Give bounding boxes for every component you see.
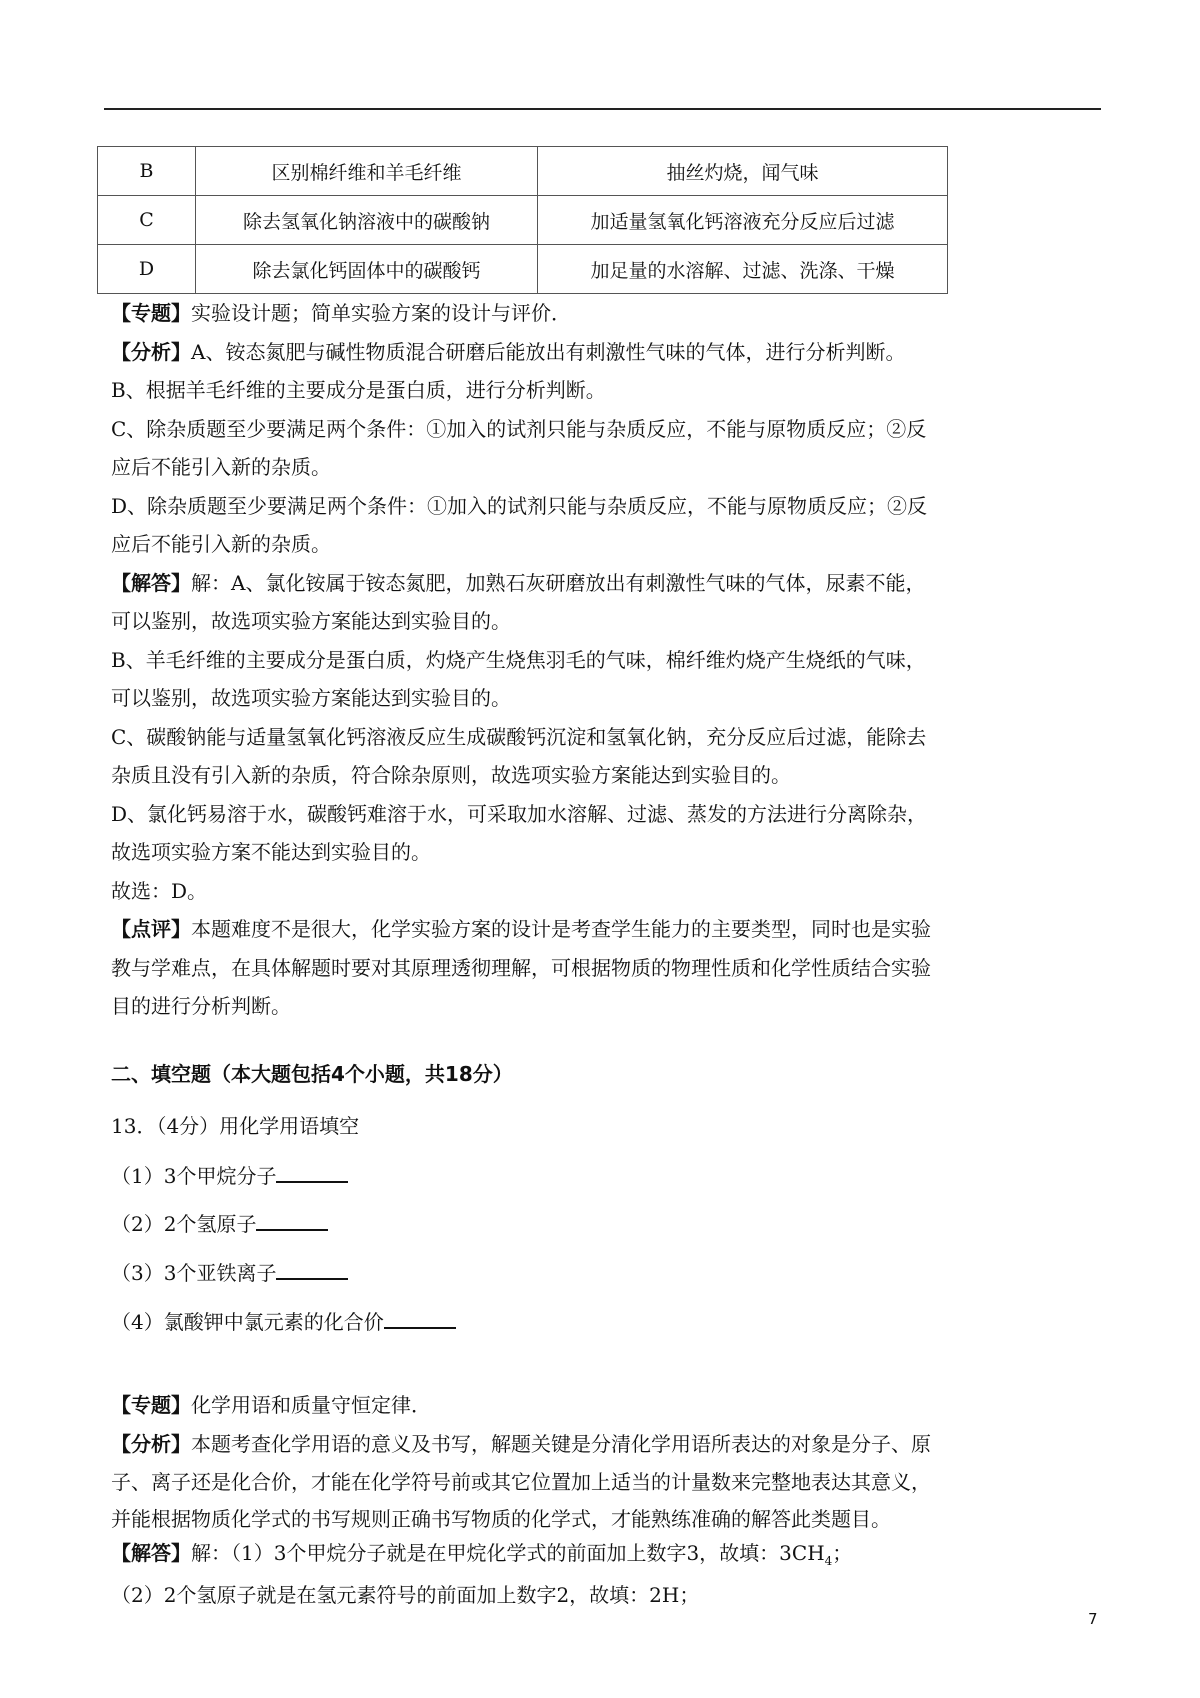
- item-text: （4）氯酸钾中氯元素的化合价: [111, 1310, 384, 1334]
- analysis-line: C、除杂质题至少要满足两个条件：①加入的试剂只能与杂质反应，不能与原物质反应；②反: [111, 416, 927, 441]
- analysis-line: [111, 333, 1101, 372]
- analysis-text: A、铵态氮肥与碱性物质混合研磨后能放出有刺激性气味的气体，进行分析判断。: [191, 339, 906, 364]
- topic-label: 【专题】: [111, 301, 191, 325]
- options-table: [97, 146, 948, 294]
- q13-item: [111, 1160, 348, 1189]
- q13-solution: [111, 1386, 1101, 1612]
- analysis-line: 应后不能引入新的杂质。: [111, 455, 331, 479]
- method-cell: 抽丝灼烧，闻气味: [538, 147, 948, 196]
- answer-blank: [276, 1260, 348, 1280]
- topic-line: [111, 294, 1101, 333]
- analysis-text: 本题考查化学用语的意义及书写，解题关键是分清化学用语所表达的对象是分子、原: [191, 1431, 931, 1456]
- comment-label: 【点评】: [111, 917, 191, 941]
- answer-line: [111, 1536, 1101, 1578]
- comment-line: 教与学难点，在具体解题时要对其原理透彻理解，可根据物质的物理性质和化学性质结合实验: [111, 955, 931, 980]
- topic-line: [111, 1386, 1101, 1425]
- item-text: （1）3个甲烷分子: [111, 1164, 277, 1188]
- q13-item: [111, 1257, 348, 1286]
- option-cell: B: [98, 147, 196, 196]
- answer-line: 可以鉴别，故选项实验方案能达到实验目的。: [111, 686, 511, 710]
- analysis-line: 子、离子还是化合价，才能在化学符号前或其它位置加上适当的计量数来完整地表达其意义，: [111, 1470, 931, 1494]
- answer-line: 杂质且没有引入新的杂质，符合除杂原则，故选项实验方案能达到实验目的。: [111, 763, 791, 787]
- table-row: [98, 245, 948, 294]
- answer-line: 可以鉴别，故选项实验方案能达到实验目的。: [111, 609, 511, 633]
- comment-line: 目的进行分析判断。: [111, 994, 291, 1018]
- purpose-cell: 除去氢氧化钠溶液中的碳酸钠: [196, 196, 538, 245]
- purpose-cell: 区别棉纤维和羊毛纤维: [196, 147, 538, 196]
- answer-text: 解：A、氯化铵属于铵态氮肥，加熟石灰研磨放出有刺激性气味的气体，尿素不能，: [191, 570, 926, 595]
- analysis-line: [111, 1425, 1101, 1464]
- table-row: [98, 147, 948, 196]
- comment-line: [111, 910, 1101, 949]
- purpose-cell: 除去氯化钙固体中的碳酸钙: [196, 245, 538, 294]
- answer-blank: [256, 1211, 328, 1231]
- answer-blank: [384, 1309, 456, 1329]
- method-cell: 加足量的水溶解、过滤、洗涤、干燥: [538, 245, 948, 294]
- option-cell: C: [98, 196, 196, 245]
- analysis-line: B、根据羊毛纤维的主要成分是蛋白质，进行分析判断。: [111, 378, 606, 402]
- header-rule: [104, 108, 1101, 110]
- analysis-label: 【分析】: [111, 1431, 191, 1456]
- q12-solution: [111, 294, 1101, 1026]
- item-text: （2）2个氢原子: [111, 1212, 257, 1236]
- q13-item: [111, 1208, 328, 1237]
- q13-stem: 13．（4分）用化学用语填空: [111, 1114, 360, 1138]
- q13-item: [111, 1306, 456, 1335]
- section-title: 二、填空题（本大题包括4个小题，共18分）: [111, 1062, 513, 1086]
- comment-text: 本题难度不是很大，化学实验方案的设计是考查学生能力的主要类型，同时也是实验: [191, 917, 931, 941]
- answer-label: 【解答】: [111, 570, 191, 595]
- answer-label: 【解答】: [111, 1540, 191, 1565]
- answer-line: 故选项实验方案不能达到实验目的。: [111, 840, 431, 864]
- answer-blank: [276, 1163, 348, 1183]
- page-number: 7: [1088, 1610, 1098, 1628]
- answer-line: （2）2个氢原子就是在氢元素符号的前面加上数字2，故填：2H；: [111, 1582, 700, 1607]
- answer-end: ；: [832, 1540, 853, 1565]
- analysis-line: 应后不能引入新的杂质。: [111, 532, 331, 556]
- answer-text: 解：（1）3个甲烷分子就是在甲烷化学式的前面加上数字3，故填：3CH: [191, 1540, 825, 1565]
- answer-line: D、氯化钙易溶于水，碳酸钙难溶于水，可采取加水溶解、过滤、蒸发的方法进行分离除杂，: [111, 801, 928, 826]
- topic-text: 化学用语和质量守恒定律．: [191, 1393, 431, 1417]
- choice-line: 故选：D。: [111, 878, 208, 903]
- analysis-line: 并能根据物质化学式的书写规则正确书写物质的化学式，才能熟练准确的解答此类题目。: [111, 1506, 891, 1531]
- method-cell: 加适量氢氧化钙溶液充分反应后过滤: [538, 196, 948, 245]
- topic-label: 【专题】: [111, 1393, 191, 1417]
- topic-text: 实验设计题；简单实验方案的设计与评价．: [191, 301, 571, 325]
- analysis-label: 【分析】: [111, 339, 191, 364]
- analysis-line: D、除杂质题至少要满足两个条件：①加入的试剂只能与杂质反应，不能与原物质反应；②反: [111, 493, 928, 518]
- answer-line: B、羊毛纤维的主要成分是蛋白质，灼烧产生烧焦羽毛的气味，棉纤维灼烧产生烧纸的气味，: [111, 647, 926, 672]
- answer-line: C、碳酸钠能与适量氢氧化钙溶液反应生成碳酸钙沉淀和氢氧化钠，充分反应后过滤，能除去: [111, 724, 927, 749]
- table-row: [98, 196, 948, 245]
- option-cell: D: [98, 245, 196, 294]
- subscript: 4: [824, 1553, 833, 1568]
- item-text: （3）3个亚铁离子: [111, 1261, 277, 1285]
- answer-line: [111, 564, 1101, 603]
